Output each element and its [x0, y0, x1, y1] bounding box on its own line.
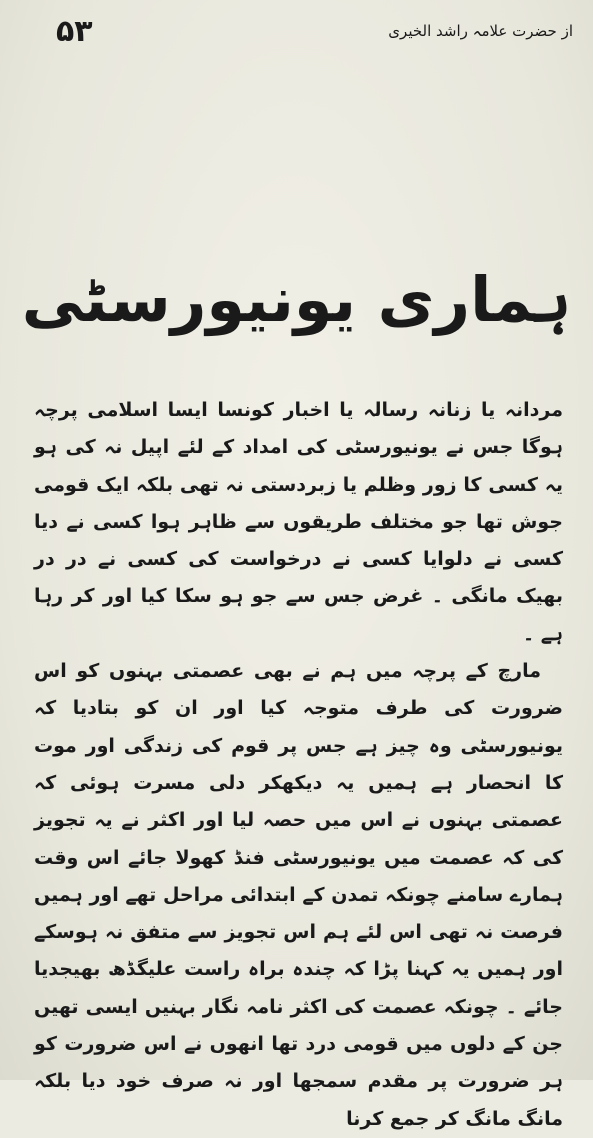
paragraph-1: مردانہ یا زنانہ رسالہ یا اخبار کونسا ایسا اسلامی پرچہ ہوگا جس نے یونیورسٹی کی امداد کے لئے اپیل نہ کی ہو یہ کسی کا زور وظلم یا زبردستی نہ تھی بلکہ ایک قومی جوش تھا جو مختلف طریقوں سے ظاہر ہوا کسی نے دیا کسی نے دلوایا کسی نے درخواست کی کسی نے در در بھیک مانگی ۔ غرض جس سے جو ہو سکا کیا اور کر رہا ہے ۔ [34, 399, 563, 645]
article-body [34, 392, 563, 1138]
article-title: ہماری یونیورسٹی [21, 263, 572, 336]
paragraph-2: مارچ کے پرچہ میں ہم نے بھی عصمتی بہنوں کو اس ضرورت کی طرف متوجہ کیا اور ان کو بتادیا کہ یونیورسٹی وہ چیز ہے جس پر قوم کی زندگی اور موت کا انحصار ہے ہمیں یہ دیکھکر دلی مسرت ہوئی کہ عصمتی بہنوں نے اس میں حصہ لیا اور اکثر نے یہ تجویز کی کہ عصمت میں یونیورسٹی فنڈ کھولا جائے اس وقت ہمارے سامنے چونکہ تمدن کے ابتدائی مراحل تھے اور ہمیں فرصت نہ تھی اس لئے ہم اس تجویز سے متفق نہ ہوسکے اور ہمیں یہ کہنا پڑا کہ چندہ براہ راست علیگڈھ بھیجدیا جائے ۔ چونکہ عصمت کی اکثر نامہ نگار بہنیں ایسی تھیں جن کے دلوں میں قومی درد تھا انھوں نے اس ضرورت کو ہر ضرورت پر مقدم سمجھا اور نہ صرف خود دیا بلکہ مانگ مانگ کر جمع کرنا [34, 660, 563, 1130]
page-number: ۵۳ [56, 14, 93, 49]
running-head: از حضرت علامہ راشد الخیری [388, 22, 573, 40]
